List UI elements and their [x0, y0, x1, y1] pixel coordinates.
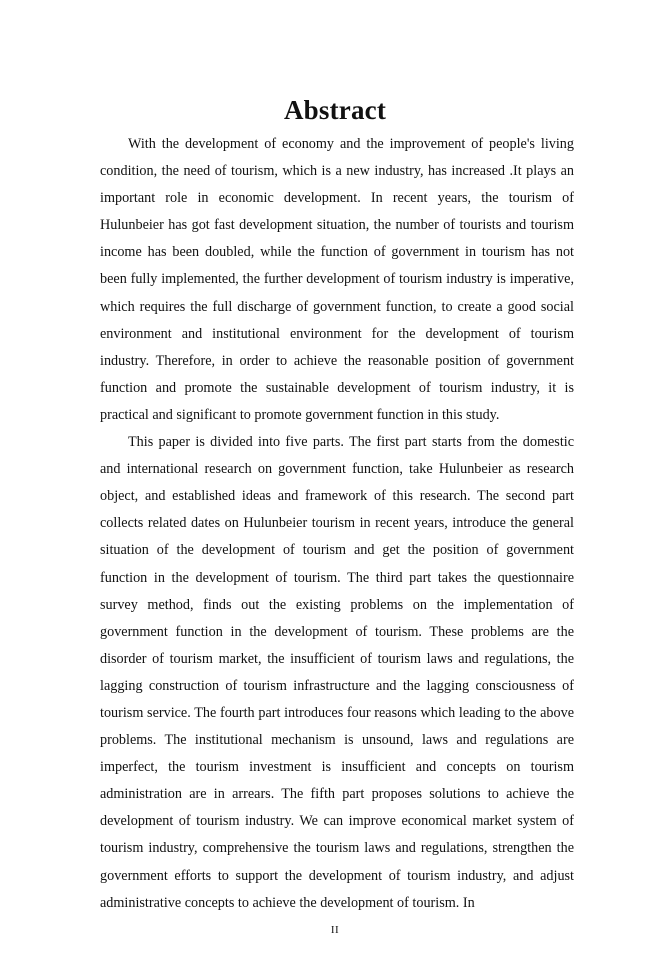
paragraph-2: This paper is divided into five parts. The first part starts from the domestic and international research on government function, take Hulunbeier as research object, and established ideas and framework of this research. The second part collects related dates on Hulunbeier tourism in recent years, introduce the general situation of the development of tourism and get the position of government function in the development of tourism. The third part takes the questionnaire survey method, finds out the existing problems on the implementation of government function in the development of tourism. These problems are the disorder of tourism market, the insufficient of tourism laws and regulations, the lagging construction of tourism infrastructure and the lagging consciousness of tourism service. The fourth part introduces four reasons which leading to the above problems. The institutional mechanism is unsound, laws and regulations are imperfect, the tourism investment is insufficient and concepts on tourism administration are in arrears. The fifth part proposes solutions to achieve the development of tourism industry. We can improve economical market system of tourism industry, comprehensive the tourism laws and regulations, strengthen the government efforts to support the development of tourism industry, and adjust administrative concepts to achieve the development of tourism. In — [100, 434, 574, 911]
paragraph-1: With the development of economy and the improvement of people's living condition, the need of tourism, which is a new industry, has increased .It plays an important role in economic development. In recent years, the tourism of Hulunbeier has got fast development situation, the number of tourists and tourism income has been doubled, while the function of government in tourism has not been fully implemented, the further development of tourism industry is imperative, which requires the full discharge of government function, to create a good social environment and institutional environment for the development of tourism industry. Therefore, in order to achieve the reasonable position of government function and promote the sustainable development of tourism industry, it is practical and significant to promote government function in this study. — [100, 136, 574, 423]
page-title: Abstract — [283, 95, 387, 125]
abstract-body — [100, 131, 574, 917]
page-number: II — [330, 924, 340, 936]
